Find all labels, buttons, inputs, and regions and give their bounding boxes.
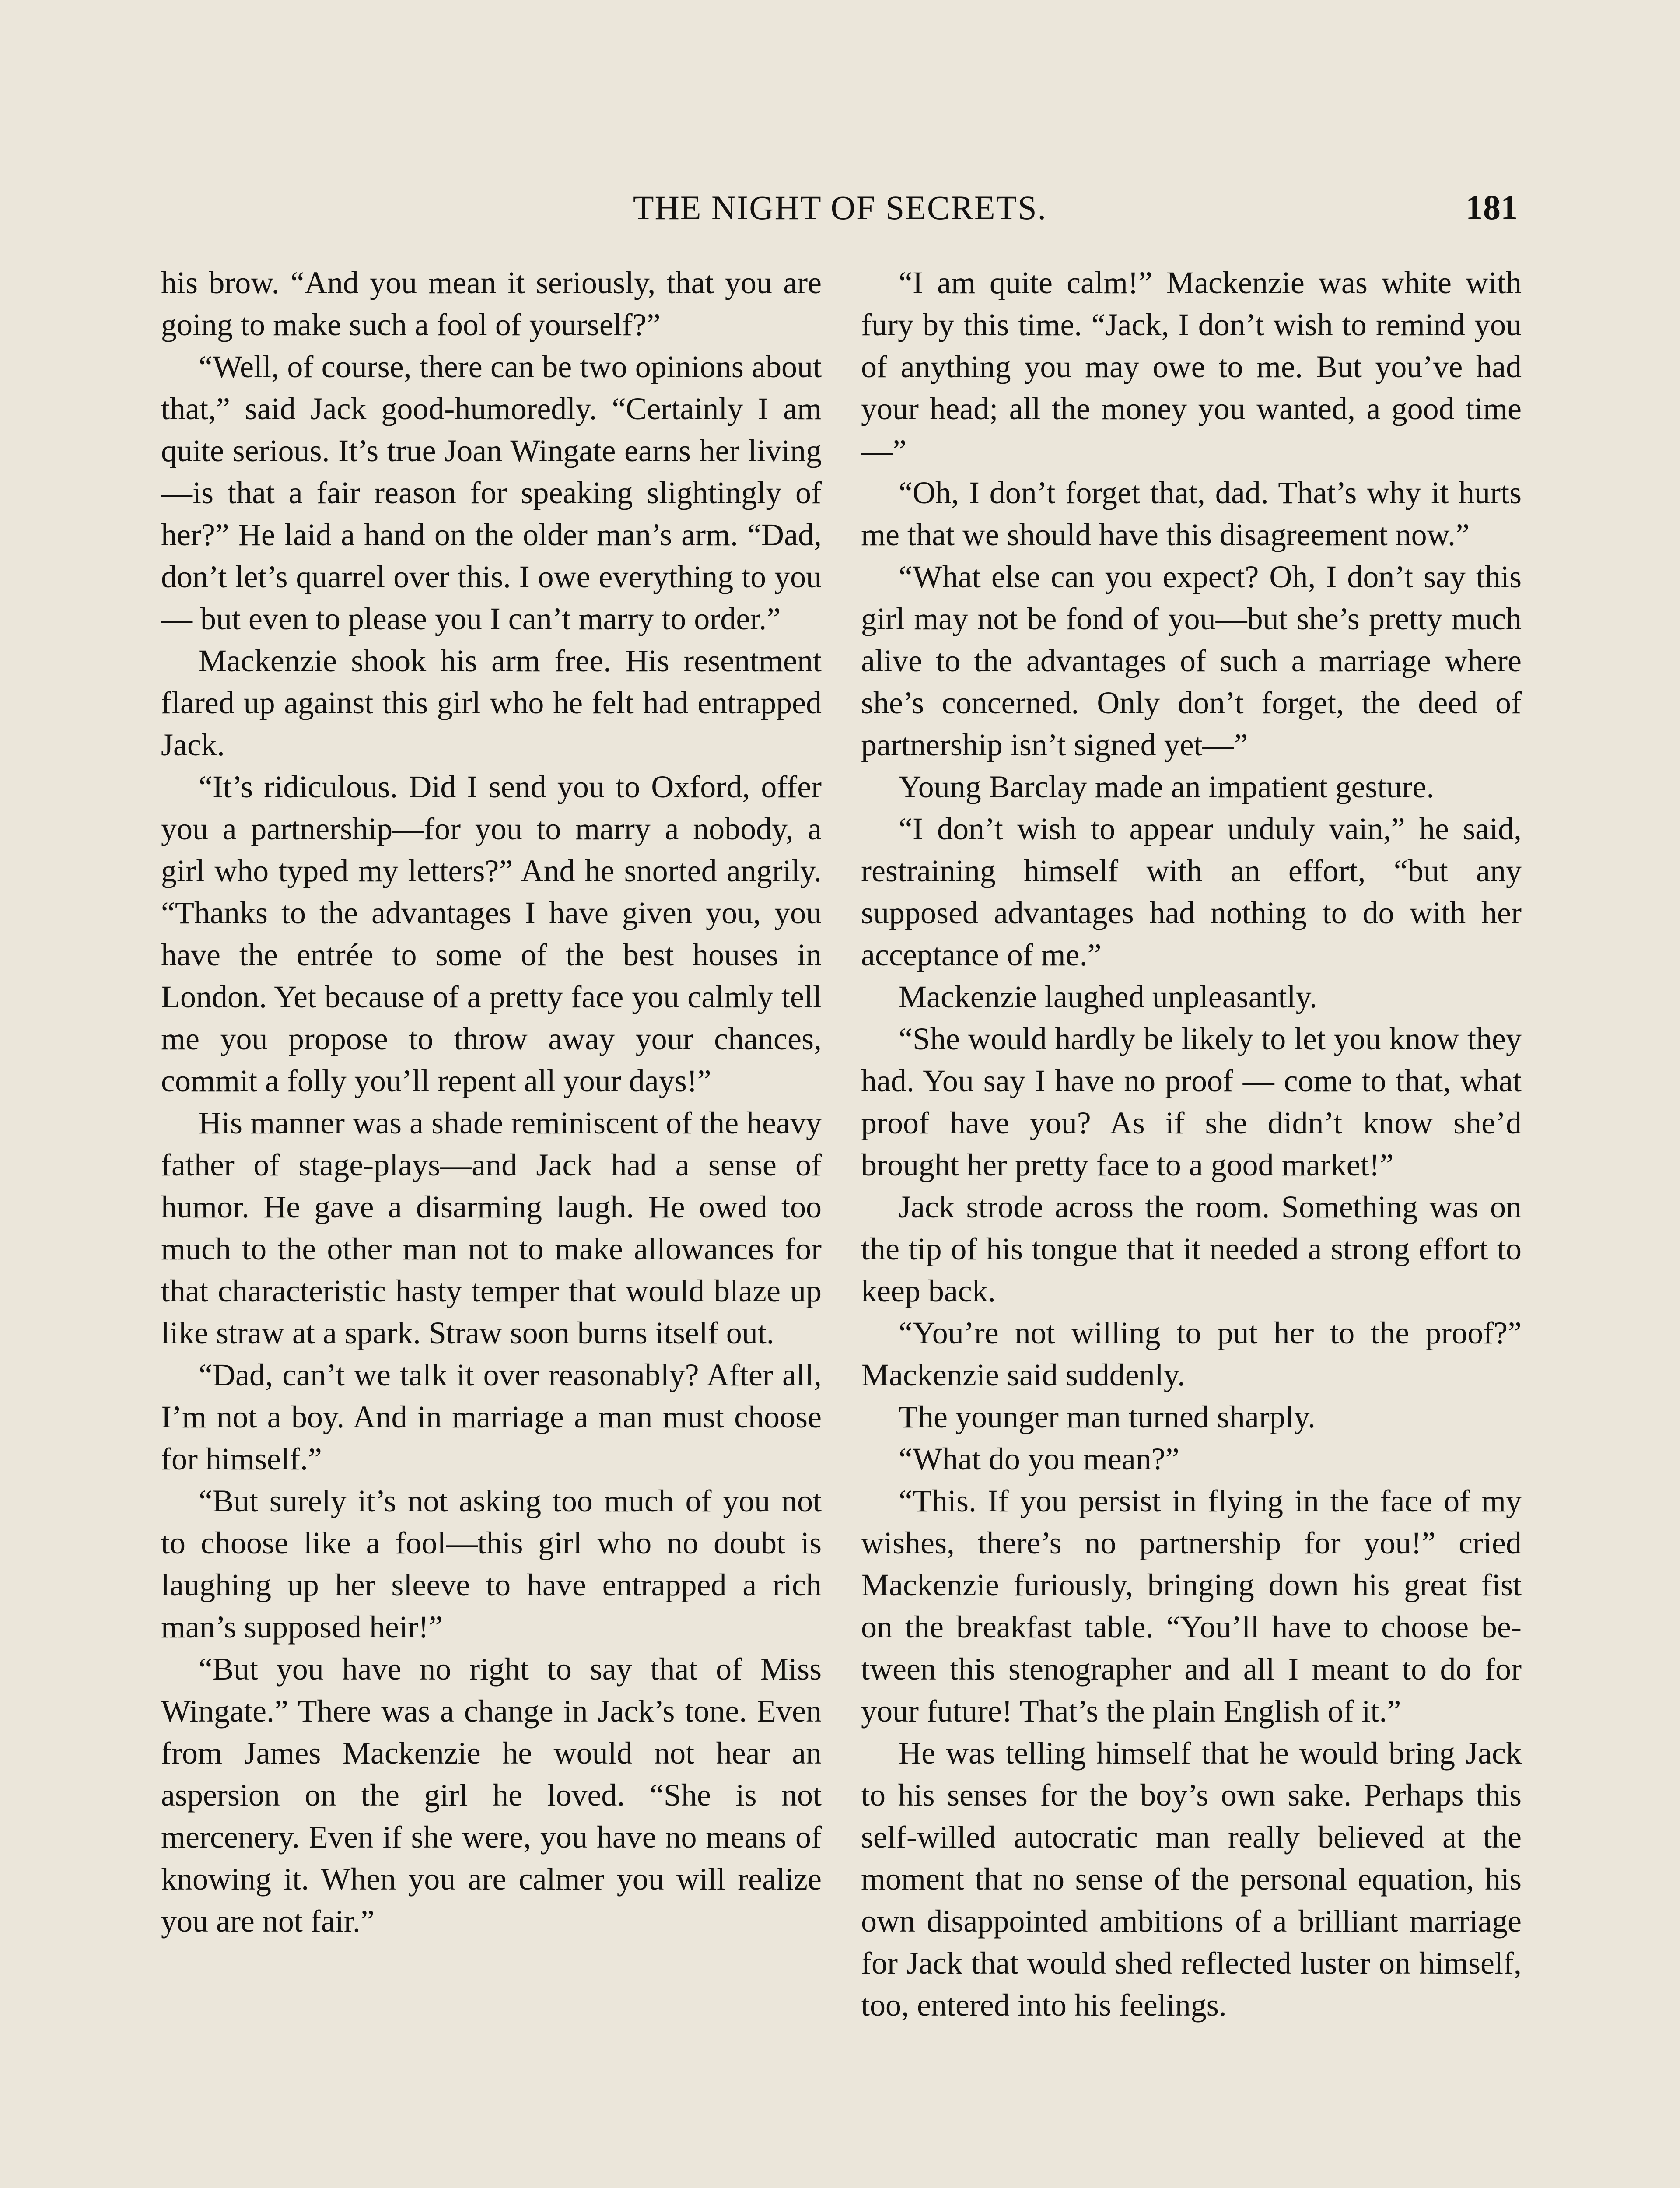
- paragraph: Mackenzie shook his arm free. His resentment flared up against this girl who he felt had entrapped Jack.: [161, 643, 822, 762]
- paragraph: “But surely it’s not asking too much of you not to choose like a fool—this girl who no doubt is laughing up her sleeve to have entrapped a rich man’s supposed heir!”: [161, 1483, 822, 1645]
- left-column: [161, 262, 822, 2188]
- paragraph: “What do you mean?”: [899, 1441, 1180, 1476]
- paragraph: Jack strode across the room. Something was on the tip of his tongue that it needed a strong effort to keep back.: [861, 1189, 1522, 1308]
- paragraph: his brow. “And you mean it seriously, that you are going to make such a fool of yourself?”: [161, 265, 822, 342]
- paragraph: “Oh, I don’t forget that, dad. That’s why it hurts me that we should have this disagreement now.”: [861, 475, 1522, 552]
- paragraph: “She would hardly be likely to let you know they had. You say I have no proof — come to that, what proof have you? As if she didn’t know she’d brought her pretty face to a good market!”: [861, 1021, 1522, 1182]
- right-column: [861, 262, 1522, 2188]
- paragraph: “Well, of course, there can be two opinions about that,” said Jack good-humoredly. “Certainly I am quite serious. It’s true Joan Wingate earns her living—is that a fair reason for speaking slightingly of her?” He laid a hand on the older man’s arm. “Dad, don’t let’s quarrel over this. I owe everything to you — but even to please you I can’t marry to order.”: [161, 349, 822, 636]
- paragraph: Young Barclay made an impatient gesture.: [899, 769, 1435, 804]
- paragraph: “You’re not willing to put her to the proof?” Mackenzie said suddenly.: [861, 1315, 1522, 1392]
- running-title: THE NIGHT OF SECRETS.: [633, 189, 1047, 227]
- paragraph: His manner was a shade reminiscent of the heavy father of stage-plays—and Jack had a sense of humor. He gave a disarming laugh. He owed too much to the other man not to make allowances for that characteristic hasty temper that would blaze up like straw at a spark. Straw soon burns itself out.: [161, 1105, 822, 1350]
- page-number: 181: [1466, 189, 1518, 227]
- running-head: [162, 184, 1518, 232]
- paragraph: “Dad, can’t we talk it over reasonably? After all, I’m not a boy. And in marriage a man must choose for himself.”: [161, 1357, 822, 1476]
- paragraph: “It’s ridiculous. Did I send you to Oxford, offer you a partnership—for you to marry a nobody, a girl who typed my letters?” And he snorted angrily. “Thanks to the advantages I have given you, you have the entrée to some of the best houses in London. Yet because of a pretty face you calmly tell me you propose to throw away your chances, commit a folly you’ll repent all your days!”: [161, 769, 822, 1098]
- paragraph: He was telling himself that he would bring Jack to his senses for the boy’s own sake. Perhaps this self-willed autocratic man really believed at the moment that no sense of the personal equation, his own disappointed ambitions of a brilliant marriage for Jack that would shed reflected luster on himself, too, entered into his feelings.: [861, 1736, 1522, 2023]
- paragraph: “I don’t wish to appear unduly vain,” he said, restraining himself with an effort, “but any supposed advantages had nothing to do with her acceptance of me.”: [861, 811, 1522, 972]
- paragraph: “But you have no right to say that of Miss Wingate.” There was a change in Jack’s tone. Even from James Mackenzie he would not hear an aspersion on the girl he loved. “She is not mercenery. Even if she were, you have no means of knowing it. When you are calmer you will realize you are not fair.”: [161, 1652, 822, 1939]
- paragraph: “This. If you persist in flying in the face of my wishes, there’s no partnership for you!” cried Mackenzie furiously, bringing down his great fist on the breakfast table. “You’ll have to choose between this stenographer and all I meant to do for your future! That’s the plain English of it.”: [861, 1483, 1522, 1729]
- paragraph: “I am quite calm!” Mackenzie was white with fury by this time. “Jack, I don’t wish to remind you of anything you may owe to me. But you’ve had your head; all the money you wanted, a good time—”: [861, 265, 1522, 468]
- paragraph: “What else can you expect? Oh, I don’t say this girl may not be fond of you—but she’s pretty much alive to the advantages of such a marriage where she’s concerned. Only don’t forget, the deed of partnership isn’t signed yet—”: [861, 559, 1522, 762]
- paragraph: The younger man turned sharply.: [899, 1399, 1316, 1434]
- paragraph: Mackenzie laughed unpleasantly.: [899, 979, 1317, 1014]
